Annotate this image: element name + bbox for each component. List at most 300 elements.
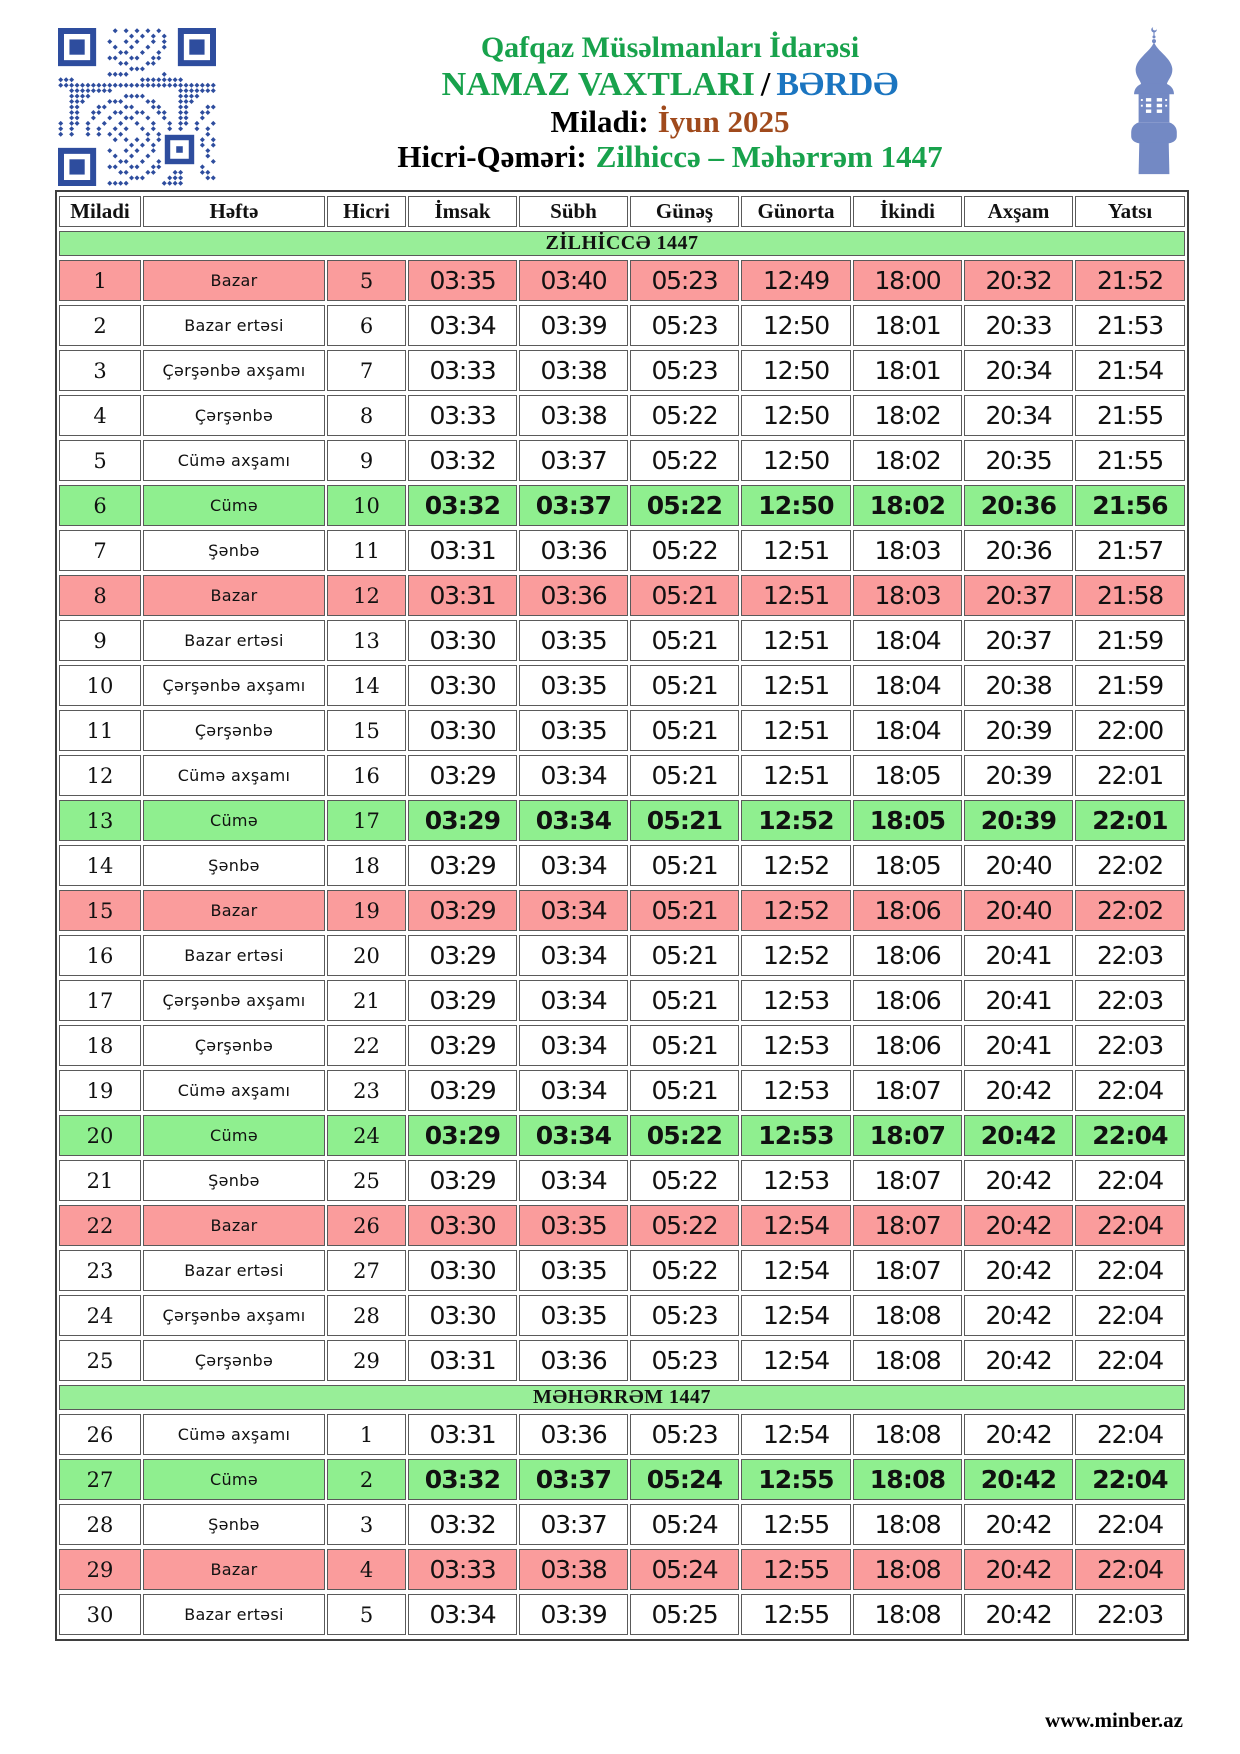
cell-prayer-time: 20:42 bbox=[964, 1340, 1073, 1381]
cell-hicri-date: 9 bbox=[327, 440, 406, 481]
cell-prayer-time: 03:39 bbox=[519, 305, 628, 346]
miladi-value: İyun 2025 bbox=[657, 104, 790, 139]
section-header-row bbox=[59, 1385, 1185, 1410]
cell-prayer-time: 03:31 bbox=[408, 1414, 517, 1455]
cell-prayer-time: 03:30 bbox=[408, 665, 517, 706]
cell-miladi-date: 10 bbox=[59, 665, 141, 706]
cell-hicri-date: 10 bbox=[327, 485, 406, 526]
cell-prayer-time: 03:36 bbox=[519, 530, 628, 571]
cell-prayer-time: 18:03 bbox=[853, 575, 962, 616]
table-row bbox=[59, 485, 1185, 526]
cell-miladi-date: 16 bbox=[59, 935, 141, 976]
cell-miladi-date: 30 bbox=[59, 1594, 141, 1635]
prayer-times-table bbox=[55, 190, 1189, 1641]
cell-prayer-time: 05:21 bbox=[630, 620, 739, 661]
cell-weekday: Cümə axşamı bbox=[143, 1070, 325, 1111]
cell-prayer-time: 12:50 bbox=[741, 440, 851, 481]
cell-prayer-time: 03:33 bbox=[408, 350, 517, 391]
cell-prayer-time: 05:22 bbox=[630, 1250, 739, 1291]
cell-prayer-time: 12:54 bbox=[741, 1295, 851, 1336]
cell-prayer-time: 22:04 bbox=[1075, 1205, 1185, 1246]
cell-prayer-time: 03:34 bbox=[519, 800, 628, 841]
cell-prayer-time: 12:54 bbox=[741, 1414, 851, 1455]
cell-prayer-time: 05:23 bbox=[630, 305, 739, 346]
cell-prayer-time: 22:04 bbox=[1075, 1459, 1185, 1500]
cell-prayer-time: 05:22 bbox=[630, 485, 739, 526]
table-row bbox=[59, 350, 1185, 391]
cell-hicri-date: 6 bbox=[327, 305, 406, 346]
cell-prayer-time: 20:36 bbox=[964, 485, 1073, 526]
cell-prayer-time: 18:04 bbox=[853, 710, 962, 751]
cell-prayer-time: 21:54 bbox=[1075, 350, 1185, 391]
cell-prayer-time: 05:21 bbox=[630, 1025, 739, 1066]
cell-prayer-time: 03:34 bbox=[519, 845, 628, 886]
cell-miladi-date: 6 bbox=[59, 485, 141, 526]
cell-hicri-date: 2 bbox=[327, 1459, 406, 1500]
cell-prayer-time: 18:08 bbox=[853, 1295, 962, 1336]
section-title: MƏHƏRRƏM 1447 bbox=[59, 1385, 1185, 1410]
cell-prayer-time: 22:04 bbox=[1075, 1160, 1185, 1201]
cell-prayer-time: 03:37 bbox=[519, 1504, 628, 1545]
cell-miladi-date: 29 bbox=[59, 1549, 141, 1590]
cell-prayer-time: 03:40 bbox=[519, 260, 628, 301]
table-row bbox=[59, 440, 1185, 481]
hicri-label: Hicri-Qəməri: bbox=[397, 139, 587, 174]
cell-prayer-time: 20:42 bbox=[964, 1250, 1073, 1291]
cell-prayer-time: 20:42 bbox=[964, 1160, 1073, 1201]
cell-miladi-date: 27 bbox=[59, 1459, 141, 1500]
cell-prayer-time: 22:03 bbox=[1075, 1594, 1185, 1635]
cell-prayer-time: 05:24 bbox=[630, 1504, 739, 1545]
website-footer: www.minber.az bbox=[1044, 1708, 1183, 1732]
cell-hicri-date: 21 bbox=[327, 980, 406, 1021]
cell-prayer-time: 12:52 bbox=[741, 935, 851, 976]
cell-prayer-time: 03:39 bbox=[519, 1594, 628, 1635]
cell-miladi-date: 21 bbox=[59, 1160, 141, 1201]
cell-prayer-time: 20:39 bbox=[964, 710, 1073, 751]
cell-prayer-time: 12:51 bbox=[741, 710, 851, 751]
cell-prayer-time: 22:04 bbox=[1075, 1070, 1185, 1111]
cell-prayer-time: 18:01 bbox=[853, 350, 962, 391]
table-row bbox=[59, 890, 1185, 931]
table-row bbox=[59, 935, 1185, 976]
col-header-imsak: İmsak bbox=[408, 196, 517, 227]
cell-prayer-time: 20:40 bbox=[964, 845, 1073, 886]
cell-prayer-time: 12:49 bbox=[741, 260, 851, 301]
cell-hicri-date: 5 bbox=[327, 1594, 406, 1635]
cell-prayer-time: 18:02 bbox=[853, 440, 962, 481]
cell-prayer-time: 12:55 bbox=[741, 1504, 851, 1545]
cell-prayer-time: 18:06 bbox=[853, 890, 962, 931]
cell-prayer-time: 22:03 bbox=[1075, 980, 1185, 1021]
cell-miladi-date: 15 bbox=[59, 890, 141, 931]
cell-hicri-date: 25 bbox=[327, 1160, 406, 1201]
cell-prayer-time: 03:34 bbox=[519, 935, 628, 976]
title-city: BƏRDƏ bbox=[776, 66, 899, 103]
cell-prayer-time: 03:29 bbox=[408, 1070, 517, 1111]
cell-prayer-time: 03:29 bbox=[408, 1160, 517, 1201]
cell-prayer-time: 03:31 bbox=[408, 1340, 517, 1381]
cell-prayer-time: 20:36 bbox=[964, 530, 1073, 571]
cell-prayer-time: 05:24 bbox=[630, 1459, 739, 1500]
cell-prayer-time: 03:32 bbox=[408, 440, 517, 481]
cell-prayer-time: 03:35 bbox=[408, 260, 517, 301]
cell-miladi-date: 13 bbox=[59, 800, 141, 841]
cell-prayer-time: 03:38 bbox=[519, 350, 628, 391]
table-row bbox=[59, 1160, 1185, 1201]
cell-prayer-time: 03:30 bbox=[408, 1250, 517, 1291]
cell-weekday: Şənbə bbox=[143, 530, 325, 571]
cell-prayer-time: 12:53 bbox=[741, 980, 851, 1021]
cell-prayer-time: 03:29 bbox=[408, 845, 517, 886]
cell-miladi-date: 11 bbox=[59, 710, 141, 751]
table-row bbox=[59, 1594, 1185, 1635]
cell-miladi-date: 2 bbox=[59, 305, 141, 346]
cell-prayer-time: 18:08 bbox=[853, 1340, 962, 1381]
cell-hicri-date: 13 bbox=[327, 620, 406, 661]
cell-prayer-time: 03:34 bbox=[519, 1160, 628, 1201]
cell-weekday: Çərşənbə bbox=[143, 1025, 325, 1066]
cell-prayer-time: 05:21 bbox=[630, 890, 739, 931]
cell-prayer-time: 20:42 bbox=[964, 1549, 1073, 1590]
table-row bbox=[59, 665, 1185, 706]
cell-miladi-date: 25 bbox=[59, 1340, 141, 1381]
cell-prayer-time: 12:55 bbox=[741, 1459, 851, 1500]
cell-prayer-time: 20:40 bbox=[964, 890, 1073, 931]
cell-prayer-time: 12:53 bbox=[741, 1115, 851, 1156]
cell-miladi-date: 18 bbox=[59, 1025, 141, 1066]
cell-prayer-time: 18:06 bbox=[853, 980, 962, 1021]
cell-prayer-time: 03:29 bbox=[408, 980, 517, 1021]
hicri-line bbox=[230, 139, 1110, 174]
cell-weekday: Çərşənbə axşamı bbox=[143, 350, 325, 391]
cell-prayer-time: 03:36 bbox=[519, 575, 628, 616]
cell-prayer-time: 03:31 bbox=[408, 530, 517, 571]
cell-prayer-time: 03:36 bbox=[519, 1414, 628, 1455]
cell-hicri-date: 7 bbox=[327, 350, 406, 391]
cell-prayer-time: 18:05 bbox=[853, 800, 962, 841]
cell-prayer-time: 05:23 bbox=[630, 260, 739, 301]
cell-weekday: Cümə bbox=[143, 1459, 325, 1500]
cell-prayer-time: 22:04 bbox=[1075, 1115, 1185, 1156]
cell-prayer-time: 20:38 bbox=[964, 665, 1073, 706]
qr-alignment-square bbox=[165, 135, 194, 164]
header bbox=[0, 0, 1240, 190]
table-body bbox=[59, 231, 1185, 1635]
cell-prayer-time: 18:05 bbox=[853, 845, 962, 886]
col-header-gunes: Günəş bbox=[630, 196, 739, 227]
cell-hicri-date: 26 bbox=[327, 1205, 406, 1246]
table-row bbox=[59, 530, 1185, 571]
section-title: ZİLHİCCƏ 1447 bbox=[59, 231, 1185, 256]
table-row bbox=[59, 1115, 1185, 1156]
cell-prayer-time: 12:54 bbox=[741, 1205, 851, 1246]
cell-prayer-time: 05:21 bbox=[630, 575, 739, 616]
cell-prayer-time: 03:29 bbox=[408, 890, 517, 931]
cell-hicri-date: 5 bbox=[327, 260, 406, 301]
cell-miladi-date: 14 bbox=[59, 845, 141, 886]
table-row bbox=[59, 755, 1185, 796]
cell-prayer-time: 12:55 bbox=[741, 1594, 851, 1635]
cell-prayer-time: 18:07 bbox=[853, 1115, 962, 1156]
table-row bbox=[59, 575, 1185, 616]
cell-prayer-time: 18:08 bbox=[853, 1504, 962, 1545]
cell-miladi-date: 7 bbox=[59, 530, 141, 571]
cell-prayer-time: 03:34 bbox=[519, 890, 628, 931]
cell-prayer-time: 03:32 bbox=[408, 1504, 517, 1545]
cell-prayer-time: 21:58 bbox=[1075, 575, 1185, 616]
cell-prayer-time: 18:02 bbox=[853, 395, 962, 436]
cell-miladi-date: 12 bbox=[59, 755, 141, 796]
cell-weekday: Çərşənbə bbox=[143, 395, 325, 436]
cell-prayer-time: 20:42 bbox=[964, 1414, 1073, 1455]
cell-prayer-time: 12:51 bbox=[741, 620, 851, 661]
cell-prayer-time: 12:54 bbox=[741, 1340, 851, 1381]
cell-prayer-time: 03:37 bbox=[519, 485, 628, 526]
cell-prayer-time: 21:55 bbox=[1075, 395, 1185, 436]
title-namaz: NAMAZ VAXTLARI bbox=[441, 66, 755, 103]
cell-prayer-time: 05:22 bbox=[630, 1115, 739, 1156]
cell-prayer-time: 12:51 bbox=[741, 755, 851, 796]
cell-weekday: Cümə bbox=[143, 485, 325, 526]
cell-prayer-time: 22:04 bbox=[1075, 1414, 1185, 1455]
cell-hicri-date: 14 bbox=[327, 665, 406, 706]
table-row bbox=[59, 1340, 1185, 1381]
cell-prayer-time: 22:02 bbox=[1075, 890, 1185, 931]
cell-prayer-time: 22:04 bbox=[1075, 1250, 1185, 1291]
cell-weekday: Cümə axşamı bbox=[143, 755, 325, 796]
cell-prayer-time: 03:34 bbox=[408, 305, 517, 346]
cell-prayer-time: 12:54 bbox=[741, 1250, 851, 1291]
cell-prayer-time: 05:22 bbox=[630, 1160, 739, 1201]
cell-prayer-time: 20:39 bbox=[964, 755, 1073, 796]
cell-prayer-time: 20:42 bbox=[964, 1070, 1073, 1111]
col-header-yatsi: Yatsı bbox=[1075, 196, 1185, 227]
organization-title: Qafqaz Müsəlmanları İdarəsi bbox=[480, 31, 860, 64]
cell-weekday: Bazar bbox=[143, 1549, 325, 1590]
column-header-row bbox=[59, 196, 1185, 227]
cell-weekday: Bazar ertəsi bbox=[143, 935, 325, 976]
cell-weekday: Çərşənbə axşamı bbox=[143, 980, 325, 1021]
cell-prayer-time: 20:42 bbox=[964, 1295, 1073, 1336]
cell-weekday: Bazar ertəsi bbox=[143, 305, 325, 346]
cell-prayer-time: 12:55 bbox=[741, 1549, 851, 1590]
cell-miladi-date: 24 bbox=[59, 1295, 141, 1336]
col-header-hefte: Həftə bbox=[143, 196, 325, 227]
cell-prayer-time: 05:22 bbox=[630, 440, 739, 481]
cell-prayer-time: 03:29 bbox=[408, 1115, 517, 1156]
cell-prayer-time: 05:21 bbox=[630, 665, 739, 706]
cell-hicri-date: 12 bbox=[327, 575, 406, 616]
cell-prayer-time: 03:29 bbox=[408, 1025, 517, 1066]
cell-prayer-time: 05:23 bbox=[630, 350, 739, 391]
cell-prayer-time: 22:04 bbox=[1075, 1549, 1185, 1590]
cell-prayer-time: 22:03 bbox=[1075, 935, 1185, 976]
cell-prayer-time: 12:52 bbox=[741, 800, 851, 841]
cell-prayer-time: 12:50 bbox=[741, 395, 851, 436]
cell-weekday: Cümə axşamı bbox=[143, 440, 325, 481]
cell-prayer-time: 03:35 bbox=[519, 1250, 628, 1291]
cell-prayer-time: 18:08 bbox=[853, 1594, 962, 1635]
cell-prayer-time: 12:53 bbox=[741, 1025, 851, 1066]
hicri-value: Zilhiccə – Məhərrəm 1447 bbox=[595, 139, 943, 174]
qr-finder-bottom-left bbox=[58, 148, 96, 186]
cell-prayer-time: 03:35 bbox=[519, 1205, 628, 1246]
cell-miladi-date: 20 bbox=[59, 1115, 141, 1156]
qr-finder-top-left bbox=[58, 28, 96, 66]
cell-weekday: Bazar ertəsi bbox=[143, 1250, 325, 1291]
table-row bbox=[59, 800, 1185, 841]
cell-prayer-time: 12:53 bbox=[741, 1160, 851, 1201]
cell-prayer-time: 18:04 bbox=[853, 620, 962, 661]
table-row bbox=[59, 845, 1185, 886]
cell-prayer-time: 18:03 bbox=[853, 530, 962, 571]
cell-hicri-date: 27 bbox=[327, 1250, 406, 1291]
table-row bbox=[59, 1459, 1185, 1500]
cell-miladi-date: 4 bbox=[59, 395, 141, 436]
cell-miladi-date: 22 bbox=[59, 1205, 141, 1246]
cell-prayer-time: 05:21 bbox=[630, 1070, 739, 1111]
cell-prayer-time: 20:41 bbox=[964, 935, 1073, 976]
cell-miladi-date: 1 bbox=[59, 260, 141, 301]
table-row bbox=[59, 1070, 1185, 1111]
cell-prayer-time: 21:57 bbox=[1075, 530, 1185, 571]
cell-prayer-time: 03:33 bbox=[408, 395, 517, 436]
cell-prayer-time: 20:41 bbox=[964, 980, 1073, 1021]
cell-prayer-time: 21:59 bbox=[1075, 620, 1185, 661]
section-header-row bbox=[59, 231, 1185, 256]
cell-prayer-time: 18:06 bbox=[853, 935, 962, 976]
cell-prayer-time: 03:30 bbox=[408, 1205, 517, 1246]
cell-prayer-time: 05:21 bbox=[630, 935, 739, 976]
cell-weekday: Çərşənbə axşamı bbox=[143, 665, 325, 706]
cell-hicri-date: 8 bbox=[327, 395, 406, 436]
cell-prayer-time: 03:34 bbox=[519, 755, 628, 796]
cell-miladi-date: 5 bbox=[59, 440, 141, 481]
cell-prayer-time: 03:34 bbox=[519, 1025, 628, 1066]
cell-weekday: Bazar ertəsi bbox=[143, 620, 325, 661]
table-row bbox=[59, 395, 1185, 436]
cell-prayer-time: 03:34 bbox=[519, 980, 628, 1021]
cell-hicri-date: 11 bbox=[327, 530, 406, 571]
cell-weekday: Bazar bbox=[143, 260, 325, 301]
cell-miladi-date: 26 bbox=[59, 1414, 141, 1455]
cell-hicri-date: 19 bbox=[327, 890, 406, 931]
cell-prayer-time: 18:08 bbox=[853, 1414, 962, 1455]
cell-prayer-time: 21:56 bbox=[1075, 485, 1185, 526]
cell-prayer-time: 21:52 bbox=[1075, 260, 1185, 301]
col-header-miladi: Miladi bbox=[59, 196, 141, 227]
table-row bbox=[59, 1414, 1185, 1455]
cell-prayer-time: 22:00 bbox=[1075, 710, 1185, 751]
cell-prayer-time: 05:21 bbox=[630, 710, 739, 751]
cell-prayer-time: 20:41 bbox=[964, 1025, 1073, 1066]
cell-prayer-time: 03:34 bbox=[519, 1115, 628, 1156]
cell-prayer-time: 03:29 bbox=[408, 935, 517, 976]
cell-prayer-time: 21:55 bbox=[1075, 440, 1185, 481]
cell-prayer-time: 22:01 bbox=[1075, 755, 1185, 796]
col-header-ikindi: İkindi bbox=[853, 196, 962, 227]
cell-weekday: Şənbə bbox=[143, 1504, 325, 1545]
cell-prayer-time: 18:06 bbox=[853, 1025, 962, 1066]
cell-weekday: Bazar bbox=[143, 575, 325, 616]
cell-prayer-time: 18:08 bbox=[853, 1459, 962, 1500]
cell-prayer-time: 05:22 bbox=[630, 1205, 739, 1246]
cell-prayer-time: 20:42 bbox=[964, 1459, 1073, 1500]
cell-prayer-time: 18:07 bbox=[853, 1070, 962, 1111]
cell-weekday: Bazar ertəsi bbox=[143, 1594, 325, 1635]
title-block bbox=[230, 0, 1110, 174]
col-header-axsam: Axşam bbox=[964, 196, 1073, 227]
col-header-hicri: Hicri bbox=[327, 196, 406, 227]
table-row bbox=[59, 1504, 1185, 1545]
cell-prayer-time: 12:52 bbox=[741, 845, 851, 886]
cell-weekday: Çərşənbə axşamı bbox=[143, 1295, 325, 1336]
cell-prayer-time: 03:37 bbox=[519, 440, 628, 481]
cell-prayer-time: 05:22 bbox=[630, 530, 739, 571]
table-row bbox=[59, 305, 1185, 346]
cell-miladi-date: 17 bbox=[59, 980, 141, 1021]
cell-prayer-time: 05:23 bbox=[630, 1340, 739, 1381]
cell-weekday: Bazar bbox=[143, 890, 325, 931]
cell-prayer-time: 12:50 bbox=[741, 485, 851, 526]
cell-miladi-date: 8 bbox=[59, 575, 141, 616]
cell-weekday: Cümə axşamı bbox=[143, 1414, 325, 1455]
cell-weekday: Bazar bbox=[143, 1205, 325, 1246]
cell-prayer-time: 03:30 bbox=[408, 620, 517, 661]
cell-hicri-date: 1 bbox=[327, 1414, 406, 1455]
cell-prayer-time: 03:29 bbox=[408, 800, 517, 841]
page-title bbox=[230, 66, 1110, 104]
miladi-line bbox=[230, 104, 1110, 139]
minaret-icon bbox=[1125, 24, 1183, 176]
cell-prayer-time: 03:31 bbox=[408, 575, 517, 616]
cell-prayer-time: 18:05 bbox=[853, 755, 962, 796]
cell-prayer-time: 03:38 bbox=[519, 395, 628, 436]
table-row bbox=[59, 1295, 1185, 1336]
cell-prayer-time: 05:21 bbox=[630, 980, 739, 1021]
miladi-label: Miladi: bbox=[550, 104, 649, 139]
cell-prayer-time: 20:37 bbox=[964, 620, 1073, 661]
cell-prayer-time: 03:35 bbox=[519, 710, 628, 751]
cell-prayer-time: 22:04 bbox=[1075, 1504, 1185, 1545]
cell-prayer-time: 03:30 bbox=[408, 1295, 517, 1336]
cell-hicri-date: 23 bbox=[327, 1070, 406, 1111]
cell-miladi-date: 23 bbox=[59, 1250, 141, 1291]
qr-code-icon bbox=[57, 28, 217, 186]
cell-hicri-date: 3 bbox=[327, 1504, 406, 1545]
cell-prayer-time: 21:59 bbox=[1075, 665, 1185, 706]
cell-hicri-date: 18 bbox=[327, 845, 406, 886]
cell-prayer-time: 18:00 bbox=[853, 260, 962, 301]
table-row bbox=[59, 620, 1185, 661]
qr-finder-top-right bbox=[178, 28, 216, 66]
cell-prayer-time: 20:37 bbox=[964, 575, 1073, 616]
cell-miladi-date: 28 bbox=[59, 1504, 141, 1545]
cell-prayer-time: 20:34 bbox=[964, 395, 1073, 436]
table-row bbox=[59, 1025, 1185, 1066]
cell-prayer-time: 05:21 bbox=[630, 800, 739, 841]
cell-prayer-time: 03:35 bbox=[519, 665, 628, 706]
cell-prayer-time: 03:32 bbox=[408, 485, 517, 526]
cell-prayer-time: 18:07 bbox=[853, 1160, 962, 1201]
cell-hicri-date: 4 bbox=[327, 1549, 406, 1590]
cell-hicri-date: 15 bbox=[327, 710, 406, 751]
title-separator: / bbox=[760, 66, 771, 103]
cell-weekday: Çərşənbə bbox=[143, 710, 325, 751]
cell-prayer-time: 05:24 bbox=[630, 1549, 739, 1590]
cell-prayer-time: 21:53 bbox=[1075, 305, 1185, 346]
